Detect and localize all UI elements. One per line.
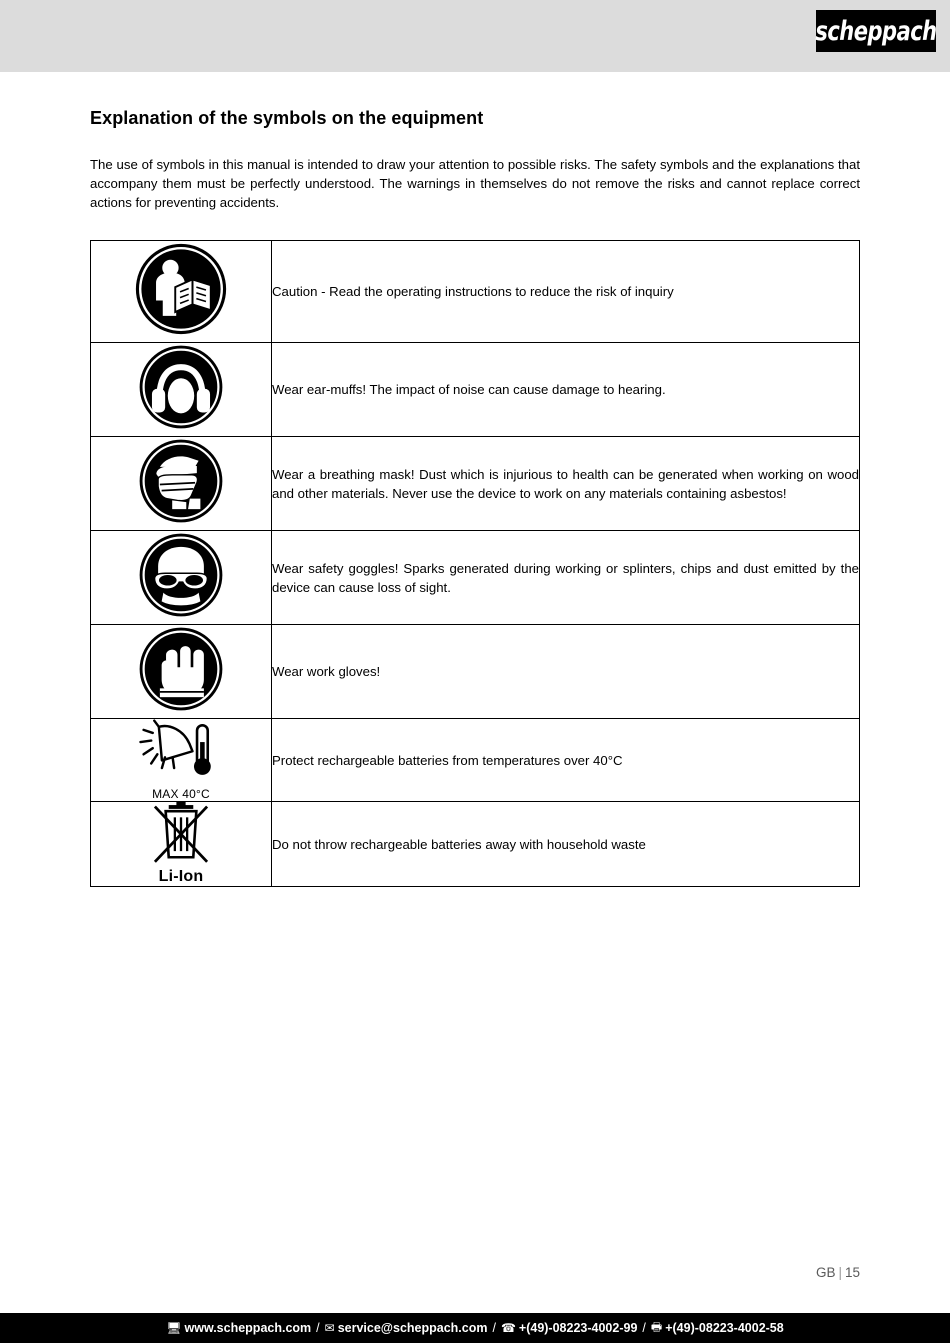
no-household-waste-icon [150,802,212,886]
fax-icon: 🖶 [650,1319,663,1334]
page-number [816,1265,860,1280]
symbol-description: Wear work gloves! [272,625,860,719]
symbol-description: Protect rechargeable batteries from temperatures over 40°C [272,719,860,802]
table-row [91,719,860,802]
symbol-description: Wear a breathing mask! Dust which is injurious to health can be generated when working on wood and other materials. Never use the device to work on any materials containing asbestos! [272,437,860,531]
breathing-mask-icon [137,437,225,525]
scheppach-logo [816,10,936,52]
work-gloves-icon [137,625,225,713]
footer-email[interactable]: service@scheppach.com [337,1321,488,1335]
content-column [90,108,860,887]
monitor-icon: 🖥 [166,1321,182,1335]
symbol-cell [91,531,272,625]
symbol-caption: MAX 40°C [152,787,210,801]
read-manual-icon [133,241,229,337]
intro-paragraph: The use of symbols in this manual is intended to draw your attention to possible risks. The safety symbols and the explanations that accompany them must be perfectly understood. The warnings in themselves do not remove the risks and cannot replace correct actions for preventing accidents. [90,157,860,210]
symbol-description: Caution - Read the operating instructions to reduce the risk of inquiry [272,241,860,343]
logo-text: scheppach [815,16,937,46]
page-country-label: GB [815,1265,836,1280]
footer-phone: +(49)-08223-4002-99 [518,1321,638,1335]
page-header-band [0,0,950,72]
footer-separator-3: / [642,1321,646,1335]
table-row [91,625,860,719]
footer-separator-1: / [316,1321,320,1335]
table-row [91,437,860,531]
footer-fax: +(49)-08223-4002-58 [665,1321,784,1335]
max-temperature-icon [139,719,223,801]
footer-website[interactable]: www.scheppach.com [184,1321,312,1335]
table-row [91,343,860,437]
symbol-cell [91,437,272,531]
symbol-cell [91,802,272,887]
telephone-icon: ☎ [500,1321,516,1335]
symbol-description: Wear safety goggles! Sparks generated during working or splinters, chips and dust emitted by the device can cause loss of sight. [272,531,860,625]
table-row [91,241,860,343]
page-body [0,72,950,887]
safety-goggles-icon [137,531,225,619]
page-title: Explanation of the symbols on the equipment [90,108,484,128]
symbol-cell [91,625,272,719]
symbols-table [90,240,860,887]
footer-contact-bar [0,1313,950,1343]
symbol-caption: Li-Ion [158,868,204,885]
envelope-icon: ✉ [324,1321,335,1335]
footer-separator-2: / [492,1321,496,1335]
page-number-value: 15 [844,1265,860,1280]
table-row [91,531,860,625]
ear-protection-icon [137,343,225,431]
symbol-cell [91,719,272,802]
symbol-description: Wear ear-muffs! The impact of noise can cause damage to hearing. [272,343,860,437]
symbol-cell [91,241,272,343]
page-number-separator: | [838,1265,842,1280]
symbol-cell [91,343,272,437]
symbol-description: Do not throw rechargeable batteries away with household waste [272,802,860,887]
table-row [91,802,860,887]
